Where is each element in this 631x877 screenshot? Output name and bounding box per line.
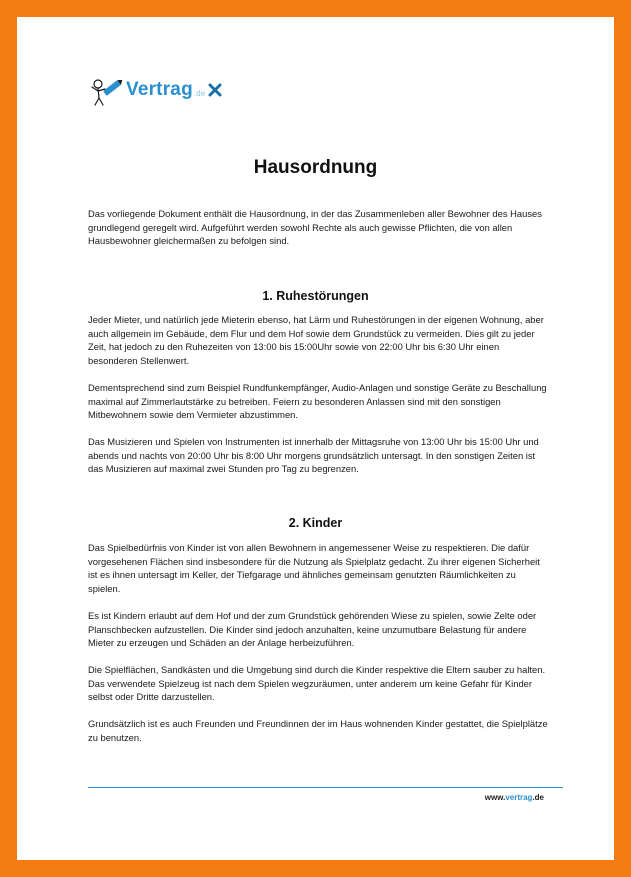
vertrag-logo bbox=[88, 74, 222, 106]
section-kinder-body-4 bbox=[88, 717, 548, 744]
section-kinder-body bbox=[88, 541, 548, 595]
logo-brand: Vertrag bbox=[126, 79, 193, 100]
footer-url-prefix: www. bbox=[484, 793, 506, 802]
footer-url-brand: vertrag bbox=[505, 793, 533, 802]
section-paragraph: Dementsprechend sind zum Beispiel Rundfunkempfänger, Audio-Anlagen und sonstige Geräte zu Beschallung maximal auf Zimmerlautstärke zu betreiben. Feiern zu besonderen Anlassen sind mit den sonstigen Mitbewohnern sowie dem Vermieter abzustimmen. bbox=[88, 382, 547, 421]
logo-tld: .de bbox=[193, 88, 206, 98]
section-paragraph: Das Musizieren und Spielen von Instrumenten ist innerhalb der Mittagsruhe von 13:00 Uhr bis 15:00 Uhr und abends und nachts von 20:00 Uhr bis 8:00 Uhr morgens grundsätzlich untersagt. In den sonstigen Zeiten ist das Musizieren auf maximal zwei Stunden pro Tag zu begrenzen. bbox=[88, 436, 539, 475]
section-ruhestoerungen-body bbox=[88, 313, 548, 367]
intro-paragraph: Das vorliegende Dokument enthält die Hausordnung, in der das Zusammenleben aller Bewohner des Hauses grundlegend geregelt wird. Aufgeführt werden sowohl Rechte als auch gewisse Pflichten, die von allen Hausbewohner gleichermaßen zu befolgen sind. bbox=[88, 208, 542, 247]
section-paragraph: Das Spielbedürfnis von Kinder ist von allen Bewohnern in angemessener Weise zu respektieren. Die dafür vorgesehenen Flächen sind insbesondere für die Nutzung als Spielplatz gedacht. Zu ihrer eigenen Sicherheit ist es ihnen untersagt im Keller, der Tiefgarage und ähnliches gemeinsam genutzten Räumlichkeiten zu spielen. bbox=[88, 542, 540, 594]
section-heading-ruhestoerungen: 1. Ruhestörungen bbox=[262, 289, 369, 303]
pen-figure-icon bbox=[88, 74, 124, 106]
document-title: Hausordnung bbox=[253, 157, 378, 178]
intro-block bbox=[88, 207, 548, 248]
section-paragraph: Jeder Mieter, und natürlich jede Mieterin ebenso, hat Lärm und Ruhestörungen in der eigenen Wohnung, aber auch allgemein im Gebäude, dem Flur und dem Hof sowie dem Grundstück zu vermeiden. Dies gilt zu jeder Zeit, hat jedoch zu den Ruhezeiten von 13:00 bis 15:00Uhr sowie von 22:00 Uhr bis 6:30 Uhr einen besonderen Stellenwert. bbox=[88, 314, 544, 366]
section-ruhestoerungen-body-3 bbox=[88, 435, 548, 476]
footer-website bbox=[485, 793, 544, 802]
document-page bbox=[17, 17, 614, 860]
section-heading-kinder: 2. Kinder bbox=[288, 516, 343, 530]
footer-divider bbox=[88, 787, 563, 788]
footer-url-suffix: .de bbox=[532, 793, 544, 802]
section-kinder-body-3 bbox=[88, 663, 548, 704]
section-paragraph: Es ist Kindern erlaubt auf dem Hof und der zum Grundstück gehörenden Wiese zu spielen, sowie Zelte oder Planschbecken aufzustellen. Die Kinder sind jedoch anzuhalten, keine unzumutbare Belastung für andere Mieter zu erzeugen und Schäden an der Anlage herbeizuführen. bbox=[88, 610, 537, 649]
section-paragraph: Die Spielflächen, Sandkästen und die Umgebung sind durch die Kinder respektive die Eltern sauber zu halten. Das verwendete Spielzeug ist nach dem Spielen wegzuräumen, unter anderem um keine Gefahr für Kinder selbst oder Dritte darzustellen. bbox=[88, 664, 546, 703]
x-mark-icon bbox=[208, 83, 222, 97]
section-kinder-body-2 bbox=[88, 609, 548, 650]
section-paragraph: Grundsätzlich ist es auch Freunden und Freundinnen der im Haus wohnenden Kinder gestattet, die Spielplätze zu benutzen. bbox=[88, 718, 548, 743]
section-ruhestoerungen-body-2 bbox=[88, 381, 548, 422]
